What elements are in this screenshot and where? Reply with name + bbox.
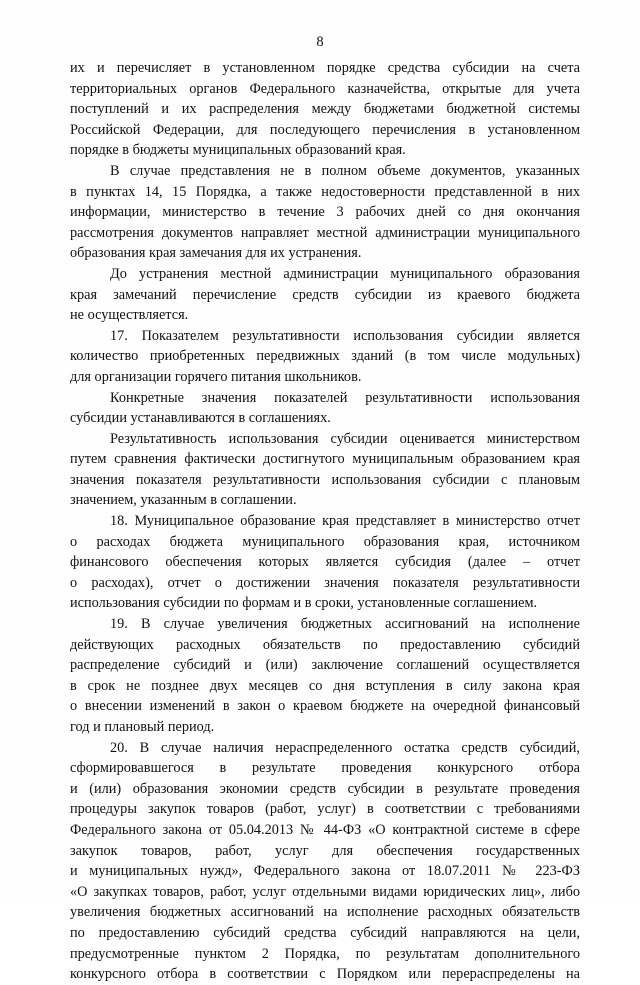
text-line: предусмотренные пунктом 2 Порядка, по результатам дополнительного <box>70 945 580 962</box>
text-line: по предоставлению субсидий средства субсидий направляются на цели, <box>70 924 580 941</box>
text-line: значения показателя результативности использования субсидии с плановым <box>70 471 580 488</box>
text-line: Конкретные значения показателей результативности использования <box>110 389 580 406</box>
text-line: информации, министерство в течение 3 рабочих дней со дня окончания <box>70 204 580 221</box>
paragraph-specific-values <box>70 388 580 429</box>
text-line: использования субсидии по формам и в сроки, установленные соглашением. <box>70 595 538 612</box>
text-line: о расходах), отчет о достижении значения показателя результативности <box>70 574 580 591</box>
text-line: Российской Федерации, для последующего перечисления в установленном <box>70 121 580 138</box>
paragraph-continuation <box>70 58 580 161</box>
text-line: 19. В случае увеличения бюджетных ассигнований на исполнение <box>110 616 580 633</box>
text-line: процедуры закупок товаров (работ, услуг) в соответствии с требованиями <box>70 801 580 818</box>
paragraph-incomplete-docs <box>70 161 580 264</box>
text-line: финансового обеспечения которых является субсидия (далее – отчет <box>70 554 580 571</box>
page-number: 8 <box>316 34 324 50</box>
body-text <box>70 58 580 985</box>
paragraph-effectiveness <box>70 429 580 511</box>
text-line: Федерального закона от 05.04.2013 № 44-ФЗ «О контрактной системе в сфере <box>70 821 580 838</box>
text-line: количество приобретенных передвижных зданий (в том числе модульных) <box>70 348 580 365</box>
text-line: их и перечисляет в установленном порядке средства субсидии на счета <box>70 60 580 76</box>
text-line: не осуществляется. <box>70 307 189 324</box>
text-line: конкурсного отбора в соответствии с Порядком или перераспределены на <box>70 966 580 983</box>
text-line: действующих расходных обязательств по предоставлению субсидий <box>70 636 580 653</box>
text-line: путем сравнения фактически достигнутого муниципальным образованием края <box>70 451 580 468</box>
paragraph-20 <box>70 738 580 985</box>
text-line: значением, указанным в соглашении. <box>70 492 297 509</box>
text-line: о внесении изменений в закон о краевом бюджете на очередной финансовый <box>70 698 580 715</box>
text-line: год и плановый период. <box>70 719 215 735</box>
text-line: в пунктах 14, 15 Порядка, а также недостоверности представленной в них <box>70 183 580 200</box>
text-line: и (или) образования экономии средств субсидии в результате проведения <box>70 780 580 797</box>
text-line: в срок не позднее двух месяцев со дня вступления в силу закона края <box>70 677 580 694</box>
text-line: для организации горячего питания школьников. <box>70 368 362 385</box>
text-line: закупок товаров, работ, услуг для обеспечения государственных <box>70 842 580 859</box>
text-line: поступлений и их распределения между бюджетами бюджетной системы <box>70 101 580 118</box>
text-line: В случае представления не в полном объеме документов, указанных <box>110 162 580 179</box>
text-line: увеличения бюджетных ассигнований на исполнение расходных обязательств <box>70 904 580 921</box>
text-line: порядке в бюджеты муниципальных образований края. <box>70 142 406 159</box>
text-line: рассмотрения документов направляет местной администрации муниципального <box>70 224 580 241</box>
text-line: 20. В случае наличия нераспределенного остатка средств субсидий, <box>110 739 580 756</box>
text-line: 18. Муниципальное образование края представляет в министерство отчет <box>110 513 580 530</box>
paragraph-19 <box>70 614 580 738</box>
text-line: края замечаний перечисление средств субсидии из краевого бюджета <box>70 286 580 303</box>
text-line: территориальных органов Федерального казначейства, открытые для учета <box>70 80 580 97</box>
paragraph-17 <box>70 326 580 388</box>
text-line: сформировавшегося в результате проведения конкурсного отбора <box>70 760 580 777</box>
text-line: о расходах бюджета муниципального образования края, источником <box>70 533 580 550</box>
paragraph-18 <box>70 511 580 614</box>
text-line: образования края замечания для их устранения. <box>70 245 362 262</box>
text-line: 17. Показателем результативности использования субсидии является <box>110 327 580 344</box>
text-line: До устранения местной администрации муниципального образования <box>110 265 580 282</box>
paragraph-until-eliminated <box>70 264 580 326</box>
text-line: распределение субсидий и (или) заключение соглашений осуществляется <box>70 657 580 674</box>
text-line: и муниципальных нужд», Федерального закона от 18.07.2011 № 223-ФЗ <box>70 863 580 880</box>
text-line: Результативность использования субсидии оценивается министерством <box>110 430 580 447</box>
text-line: субсидии устанавливаются в соглашениях. <box>70 410 331 427</box>
text-line: «О закупках товаров, работ, услуг отдельными видами юридических лиц», либо <box>70 883 580 900</box>
